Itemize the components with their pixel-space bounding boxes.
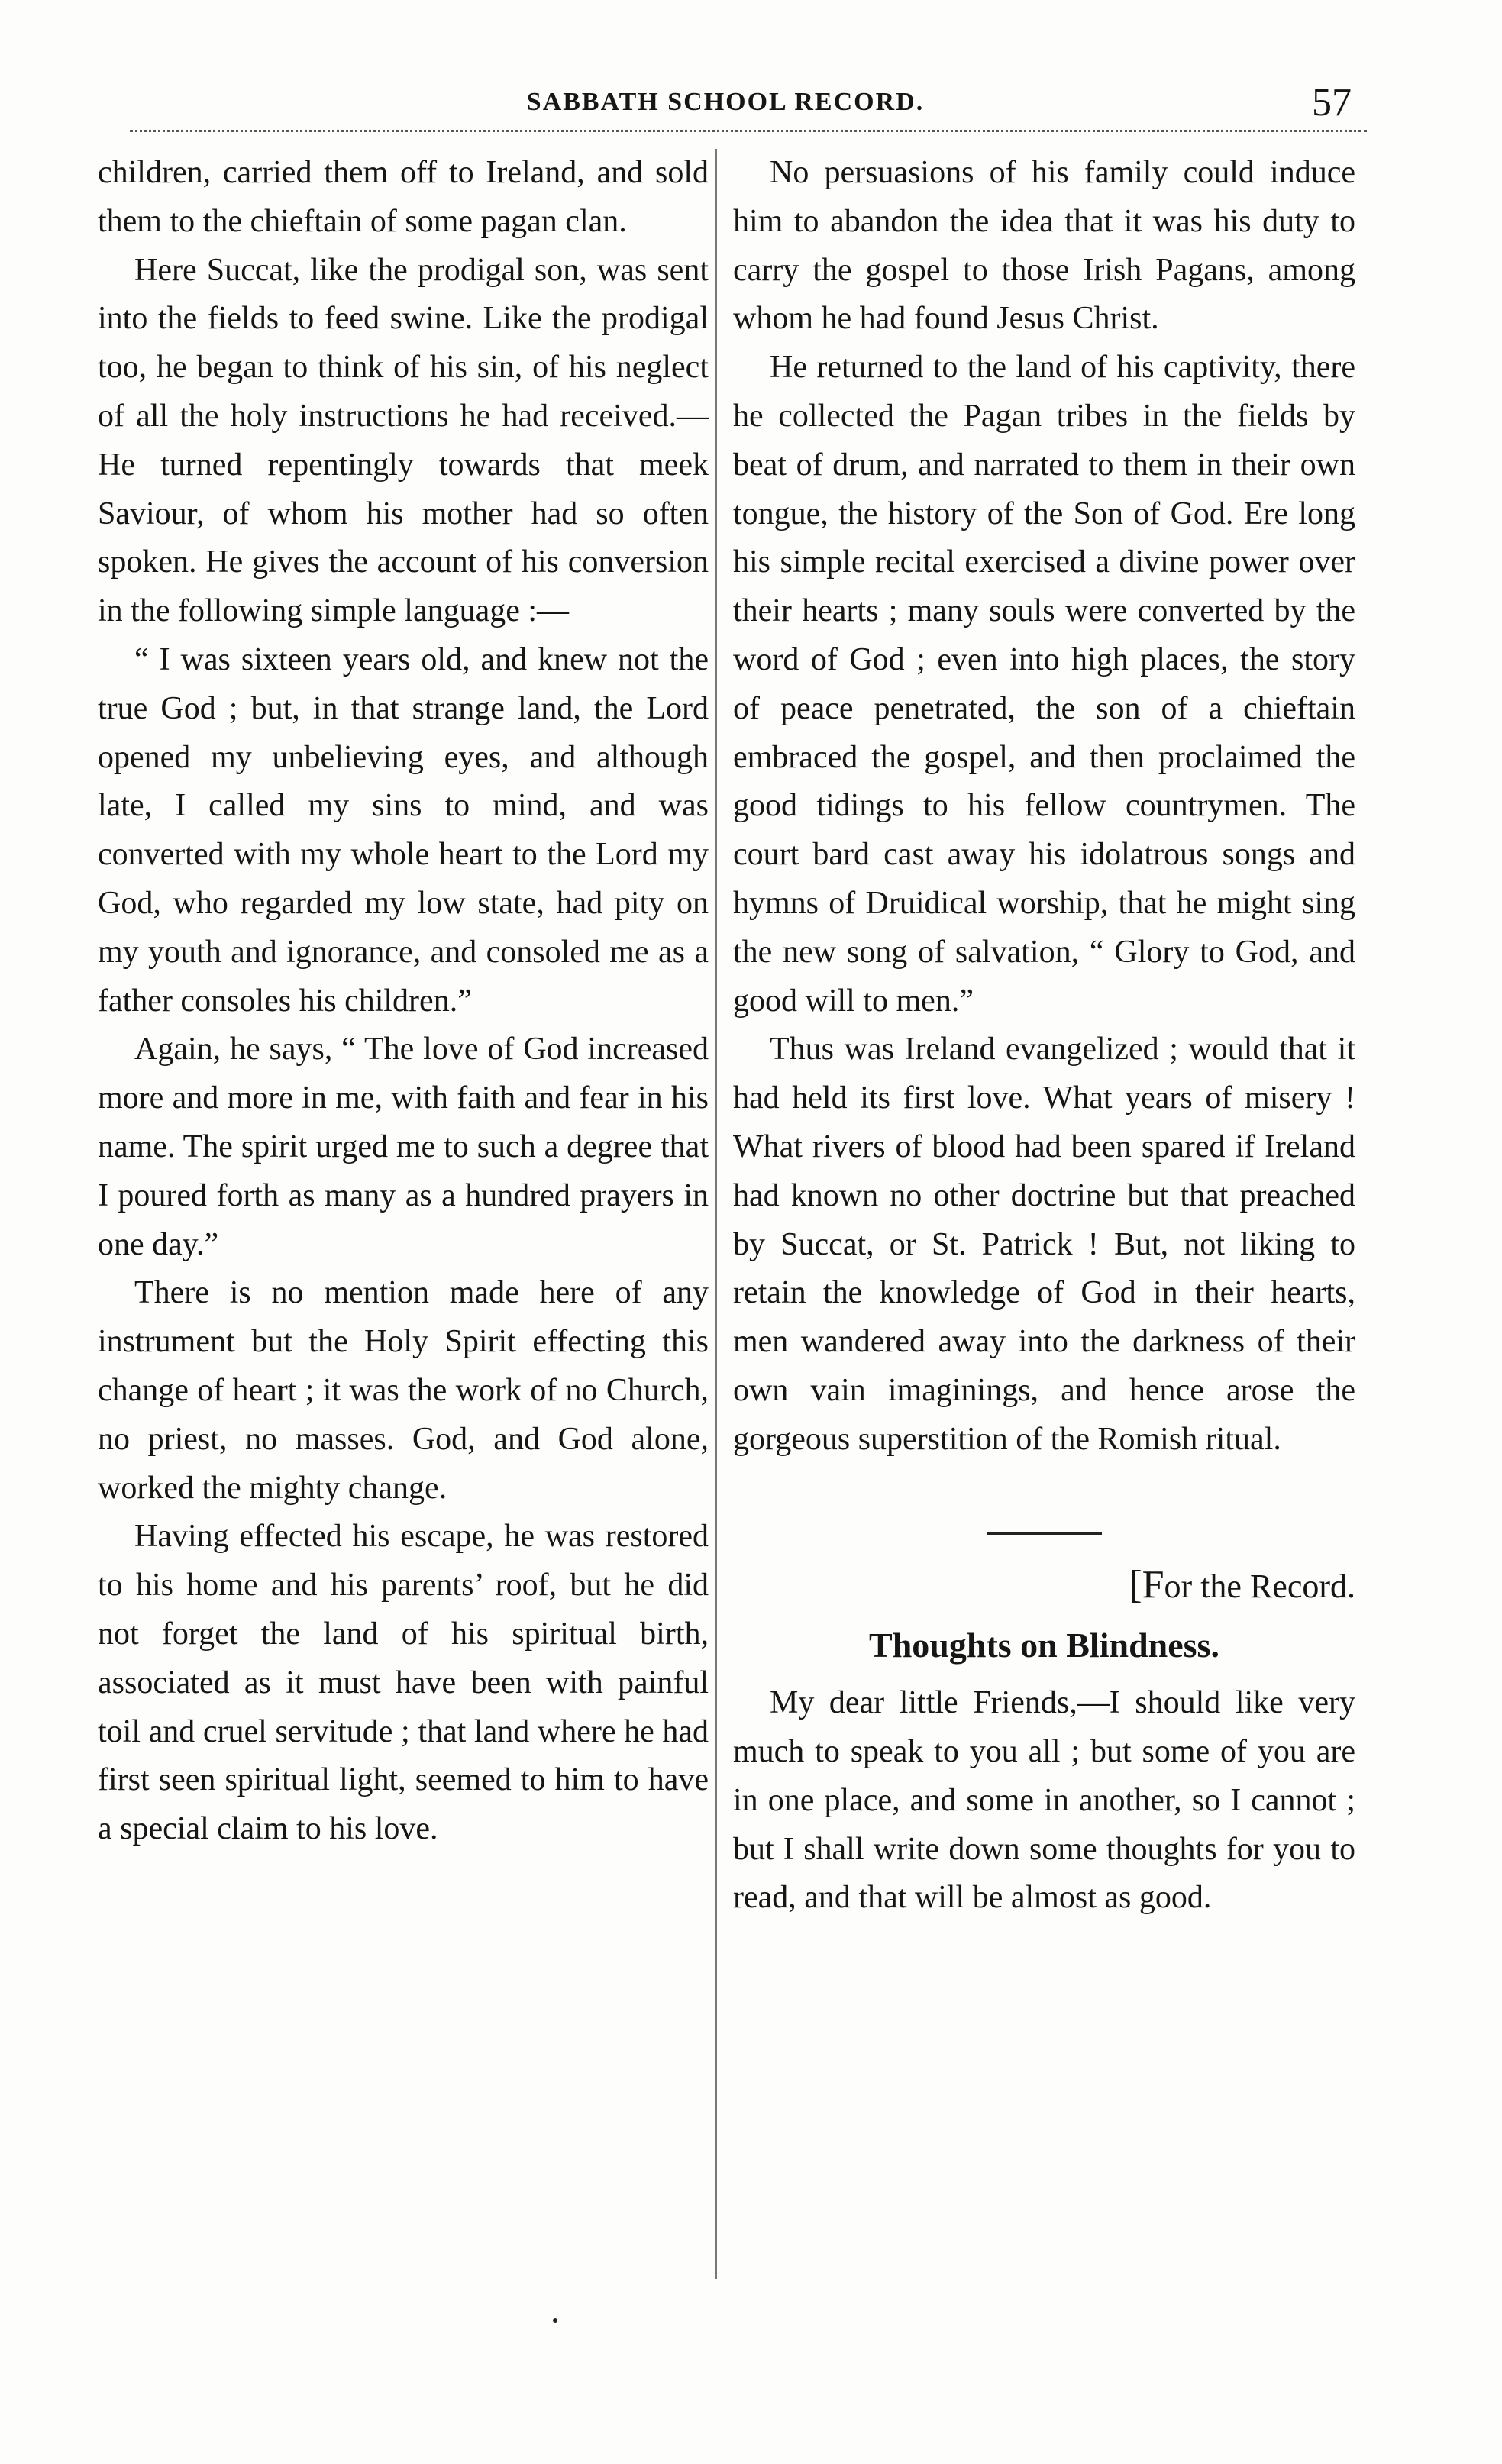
column-rule bbox=[715, 149, 717, 2279]
header-rule bbox=[130, 130, 1367, 132]
running-title: SABBATH SCHOOL RECORD. bbox=[526, 88, 925, 116]
page-mark bbox=[553, 2318, 557, 2323]
paragraph: Again, he says, “ The love of God increased more and more in me, with faith and fear in his name. The spirit urged me to such a degree that I poured forth as many as a hundred prayers in one day.” bbox=[98, 1032, 709, 1262]
paragraph: children, carried them off to Ireland, and sold them to the chieftain of some pagan clan. bbox=[98, 155, 709, 239]
article-byline: [For the Record. bbox=[1129, 1562, 1355, 1607]
running-head bbox=[99, 80, 1352, 134]
article-title: Thoughts on Blindness. bbox=[869, 1626, 1219, 1665]
paragraph: There is no mention made here of any instrument but the Holy Spirit effecting this change of heart ; it was the work of no Church, no priest, no masses. God, and God alone, worked the mighty change. bbox=[98, 1275, 709, 1506]
paragraph: No persuasions of his family could induce him to abandon the idea that it was his duty to carry the gospel to those Irish Pagans, among whom he had found Jesus Christ. bbox=[733, 155, 1355, 337]
paragraph: He returned to the land of his captivity, there he collected the Pagan tribes in the fields by beat of drum, and narrated to them in their own tongue, the history of the Son of God. Ere long his simple recital exercised a divine power over their hearts ; many souls were converted by the word of God ; even into high places, the story of peace penetrated, the son of a chieftain embraced the gospel, and then proclaimed the good tidings to his fellow countrymen. The court bard cast away his idolatrous songs and hymns of Druidical worship, that he might sing the new song of salvation, “ Glory to God, and good will to men.” bbox=[733, 350, 1355, 1019]
paragraph: Thus was Ireland evangelized ; would that it had held its first love. What years of misery ! What rivers of blood had been spared if Ireland had known no other doctrine but that preached by Succat, or St. Patrick ! But, not liking to retain the knowledge of God in their hearts, men wandered away into the darkness of their own vain imaginings, and hence arose the gorgeous superstition of the Romish ritual. bbox=[733, 1032, 1355, 1457]
section-separator bbox=[987, 1532, 1102, 1535]
paragraph: Having effected his escape, he was restored to his home and his parents’ roof, but he did not forget the land of his spiritual birth, associated as it must have been with painful toil and cruel servitude ; that land where he had first seen spiritual light, seemed to him to have a special claim to his love. bbox=[98, 1519, 709, 1847]
left-column bbox=[98, 149, 709, 1854]
page-number: 57 bbox=[1312, 81, 1352, 124]
right-column bbox=[733, 149, 1355, 1923]
article-body: My dear little Friends,—I should like very much to speak to you all ; but some of you are in one place, and some in another, so I cannot ; but I shall write down some thoughts for you to read, and that will be almost as good. bbox=[733, 1685, 1355, 1916]
paragraph: “ I was sixteen years old, and knew not the true God ; but, in that strange land, the Lord opened my unbelieving eyes, and although late, I called my sins to mind, and was converted with my whole heart to the Lord my God, who regarded my low state, had pity on my youth and ignorance, and consoled me as a father consoles his children.” bbox=[98, 641, 709, 1019]
paragraph: Here Succat, like the prodigal son, was sent into the fields to feed swine. Like the prodigal too, he began to think of his sin, of his neglect of all the holy instructions he had received.— He turned repentingly towards that meek Saviour, of whom his mother had so often spoken. He gives the account of his conversion in the following simple language :— bbox=[98, 252, 709, 629]
